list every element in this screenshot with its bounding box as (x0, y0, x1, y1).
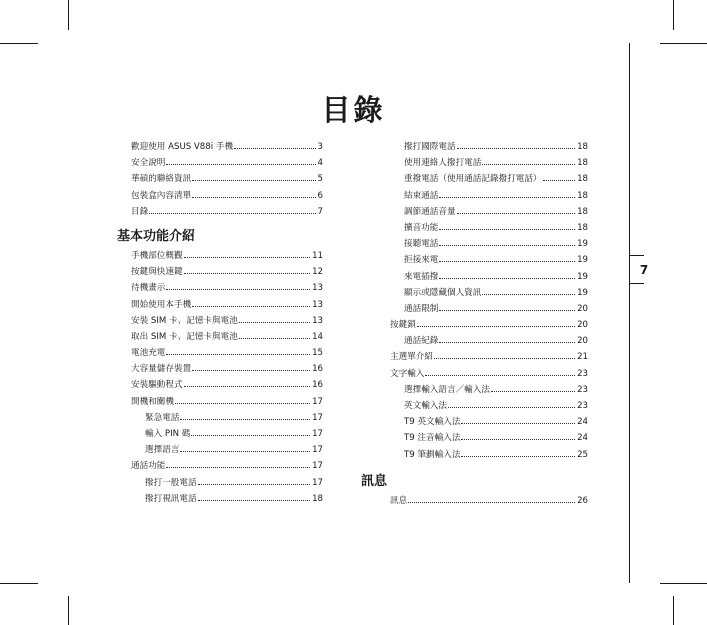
toc-entry[interactable] (131, 378, 323, 394)
toc-entry-title: 結束通話 (404, 190, 439, 201)
toc-entry-title: T9 英文輸入法 (404, 417, 461, 428)
crop-mark (660, 583, 707, 584)
crop-mark (68, 596, 69, 625)
toc-entry-page: 17 (312, 461, 323, 472)
toc-entry[interactable] (131, 411, 323, 427)
toc-entry-page: 17 (312, 429, 323, 439)
toc-entry-title: 撥打一般電話 (145, 477, 197, 488)
dot-leader (234, 148, 315, 149)
dot-leader (184, 273, 310, 274)
toc-entry[interactable] (390, 350, 588, 366)
toc-entry[interactable] (131, 298, 323, 314)
toc-entry[interactable] (131, 172, 323, 188)
toc-entry-title: 通話紀錄 (404, 336, 439, 347)
toc-entry-title: 選擇語言 (145, 445, 180, 456)
crop-mark (660, 43, 707, 44)
toc-entry[interactable] (390, 172, 588, 188)
toc-entry-page: 17 (312, 412, 323, 423)
toc-entry-page: 5 (317, 174, 323, 185)
toc-entry-title: T9 筆劃輸入法 (404, 449, 461, 460)
dot-leader (180, 419, 310, 420)
toc-entry-page: 18 (577, 142, 588, 152)
toc-entry-title: 歡迎使用 ASUS V88i 手機 (131, 142, 234, 152)
toc-entry-page: 24 (577, 417, 588, 428)
toc-entry[interactable] (390, 302, 588, 318)
toc-entry-title: 按鍵與快速鍵 (131, 267, 183, 278)
toc-entry-title: 取出 SIM 卡、記憶卡與電池 (131, 331, 238, 342)
toc-entry[interactable] (390, 431, 588, 447)
toc-entry[interactable] (390, 189, 588, 205)
toc-entry-title: 文字輸入 (390, 368, 425, 379)
toc-entry[interactable] (131, 427, 323, 443)
toc-entry[interactable] (131, 476, 323, 492)
dot-leader (461, 456, 575, 457)
toc-entry[interactable] (390, 399, 588, 415)
toc-entry-title: 安裝 SIM 卡、記憶卡與電池 (131, 315, 238, 326)
toc-entry-page: 20 (577, 320, 588, 331)
toc-entry-page: 13 (312, 283, 323, 294)
toc-entry-page: 23 (577, 401, 588, 411)
page-number: 7 (639, 263, 649, 277)
crop-mark (673, 0, 674, 30)
dot-leader (408, 502, 575, 503)
toc-entry-page: 16 (312, 380, 323, 391)
toc-entry-page: 4 (317, 158, 323, 169)
toc-entry-page: 25 (577, 449, 588, 460)
toc-entry[interactable] (390, 237, 588, 253)
dot-leader (166, 164, 315, 165)
toc-entry-page: 3 (317, 142, 323, 152)
toc-entry-title: 選擇輸入語言／輸入法 (404, 384, 490, 395)
toc-entry-title: 輸入 PIN 碼 (145, 429, 191, 439)
toc-entry[interactable] (131, 156, 323, 172)
dot-leader (439, 245, 575, 246)
dot-leader (491, 391, 575, 392)
toc-entry-page: 18 (577, 158, 588, 169)
toc-entry-page: 17 (312, 396, 323, 407)
crop-mark (0, 583, 38, 584)
toc-entry[interactable] (390, 334, 588, 350)
toc-entry-page: 16 (312, 364, 323, 375)
dot-leader (192, 197, 315, 198)
dot-leader (166, 354, 310, 355)
toc-entry-title: 緊急電話 (145, 412, 180, 423)
toc-entry[interactable] (390, 383, 588, 399)
dot-leader (192, 370, 310, 371)
dot-leader (417, 326, 575, 327)
dot-leader (180, 451, 310, 452)
dot-leader (457, 148, 575, 149)
toc-entry-page: 19 (577, 255, 588, 266)
dot-leader (166, 467, 310, 468)
toc-entry[interactable] (390, 448, 588, 464)
toc-entry-title: 華碩的聯絡資訊 (131, 174, 192, 185)
toc-entry-title: 電池充電 (131, 348, 166, 359)
toc-entry[interactable] (131, 189, 323, 205)
toc-entry-page: 20 (577, 303, 588, 314)
toc-entry[interactable] (390, 140, 588, 156)
dot-leader (425, 375, 575, 376)
toc-entry[interactable] (131, 346, 323, 362)
toc-entry[interactable] (390, 221, 588, 237)
dot-leader (191, 435, 310, 436)
toc-entry[interactable] (131, 265, 323, 281)
toc-entry[interactable] (390, 286, 588, 302)
toc-entry-page: 11 (312, 250, 323, 261)
toc-entry[interactable] (131, 249, 323, 265)
toc-section-heading: 訊息 (361, 473, 388, 489)
toc-entry-title: 手機部位概觀 (131, 250, 183, 261)
dot-leader (166, 289, 310, 290)
dot-leader (184, 386, 310, 387)
toc-entry[interactable] (131, 205, 323, 221)
dot-leader (192, 180, 315, 181)
toc-entry-page: 12 (312, 267, 323, 278)
toc-entry-title: 通話限制 (404, 303, 439, 314)
toc-entry-page: 23 (577, 384, 588, 395)
toc-entry-title: 使用連絡人撥打電話 (404, 158, 482, 169)
toc-entry[interactable] (390, 318, 588, 334)
toc-entry-page: 14 (312, 331, 323, 342)
toc-entry-page: 17 (312, 477, 323, 488)
dot-leader (184, 257, 310, 258)
dot-leader (239, 322, 310, 323)
toc-entry[interactable] (390, 205, 588, 221)
dot-leader (448, 407, 575, 408)
toc-entry-title: 待機畫示 (131, 283, 166, 294)
crop-mark (0, 43, 38, 44)
dot-leader (439, 278, 575, 279)
toc-entry-title: 包裝盒內容清單 (131, 190, 192, 201)
toc-entry-title: 開始使用本手機 (131, 299, 192, 310)
toc-entry-title: 安裝驅動程式 (131, 380, 183, 391)
dot-leader (457, 213, 575, 214)
toc-left-column (117, 140, 323, 508)
toc-entry[interactable] (390, 156, 588, 172)
dot-leader (439, 342, 575, 343)
toc-entry-page: 23 (577, 368, 588, 379)
toc-entry-title: 通話功能 (131, 461, 166, 472)
dot-leader (192, 306, 310, 307)
toc-entry-title: 來電插撥 (404, 271, 439, 282)
toc-entry-title: 開機和關機 (131, 396, 174, 407)
toc-entry-page: 19 (577, 271, 588, 282)
toc-entry[interactable] (390, 415, 588, 431)
toc-entry-page: 18 (577, 190, 588, 201)
dot-leader (543, 180, 576, 181)
toc-entry-title: 擴音功能 (404, 222, 439, 233)
toc-entry[interactable] (131, 443, 323, 459)
toc-entry-page: 7 (317, 206, 323, 217)
dot-leader (461, 439, 575, 440)
dot-leader (439, 310, 575, 311)
toc-entry-page: 20 (577, 336, 588, 347)
dot-leader (439, 229, 575, 230)
toc-entry-title: 接聽電話 (404, 239, 439, 250)
dot-leader (239, 338, 310, 339)
crop-mark (68, 0, 69, 30)
toc-entry-page: 19 (577, 239, 588, 250)
toc-entry-title: 安全說明 (131, 158, 166, 169)
toc-entry-title: T9 注音輸入法 (404, 433, 461, 444)
toc-entry-page: 18 (312, 493, 323, 504)
dot-leader (461, 423, 575, 424)
dot-leader (198, 500, 310, 501)
toc-entry-title: 撥打視訊電話 (145, 493, 197, 504)
toc-entry-page: 24 (577, 433, 588, 444)
page-title: 目錄 (321, 93, 386, 127)
toc-entry-title: 撥打國際電話 (404, 142, 456, 152)
toc-entry-page: 15 (312, 348, 323, 359)
toc-entry-page: 13 (312, 315, 323, 326)
dot-leader (482, 164, 575, 165)
toc-entry-page: 26 (577, 495, 588, 506)
toc-entry-title: 拒接來電 (404, 255, 439, 266)
page-tab-top-line (629, 255, 644, 256)
toc-entry-page: 21 (577, 352, 588, 363)
toc-entry[interactable] (131, 281, 323, 297)
toc-entry-title: 重撥電話（使用通話記錄撥打電話） (404, 174, 542, 185)
toc-entry-page: 18 (577, 206, 588, 217)
dot-leader (439, 261, 575, 262)
toc-entry[interactable] (131, 362, 323, 378)
toc-entry[interactable] (131, 395, 323, 411)
dot-leader (434, 358, 575, 359)
toc-entry[interactable] (390, 494, 588, 510)
toc-entry[interactable] (131, 314, 323, 330)
toc-entry[interactable] (131, 492, 323, 508)
dot-leader (149, 213, 315, 214)
toc-entry-page: 17 (312, 445, 323, 456)
toc-entry-title: 調節通話音量 (404, 206, 456, 217)
toc-entry-page: 19 (577, 287, 588, 298)
crop-mark (673, 596, 674, 625)
toc-entry-page: 6 (317, 190, 323, 201)
toc-entry-title: 英文輸入法 (404, 401, 447, 411)
page-tab-bottom-line (629, 283, 644, 284)
dot-leader (482, 294, 575, 295)
toc-entry-page: 13 (312, 299, 323, 310)
toc-entry-title: 訊息 (390, 495, 408, 506)
toc-entry[interactable] (131, 140, 323, 156)
toc-entry-title: 顯示或隱藏個人資訊 (404, 287, 482, 298)
toc-entry-title: 主選單介紹 (390, 352, 433, 363)
toc-section-heading: 基本功能介紹 (117, 228, 196, 244)
toc-entry[interactable] (131, 459, 323, 475)
toc-entry[interactable] (131, 330, 323, 346)
dot-leader (439, 197, 575, 198)
toc-entry[interactable] (390, 253, 588, 269)
toc-entry-page: 18 (577, 174, 588, 185)
toc-entry-title: 按鍵鎖 (390, 320, 416, 331)
toc-entry-title: 目錄 (131, 206, 149, 217)
toc-entry[interactable] (390, 270, 588, 286)
toc-right-column (361, 140, 588, 510)
dot-leader (175, 403, 310, 404)
dot-leader (198, 484, 310, 485)
toc-entry-page: 18 (577, 222, 588, 233)
toc-entry-title: 大容量儲存裝置 (131, 364, 192, 375)
toc-entry[interactable] (390, 367, 588, 383)
